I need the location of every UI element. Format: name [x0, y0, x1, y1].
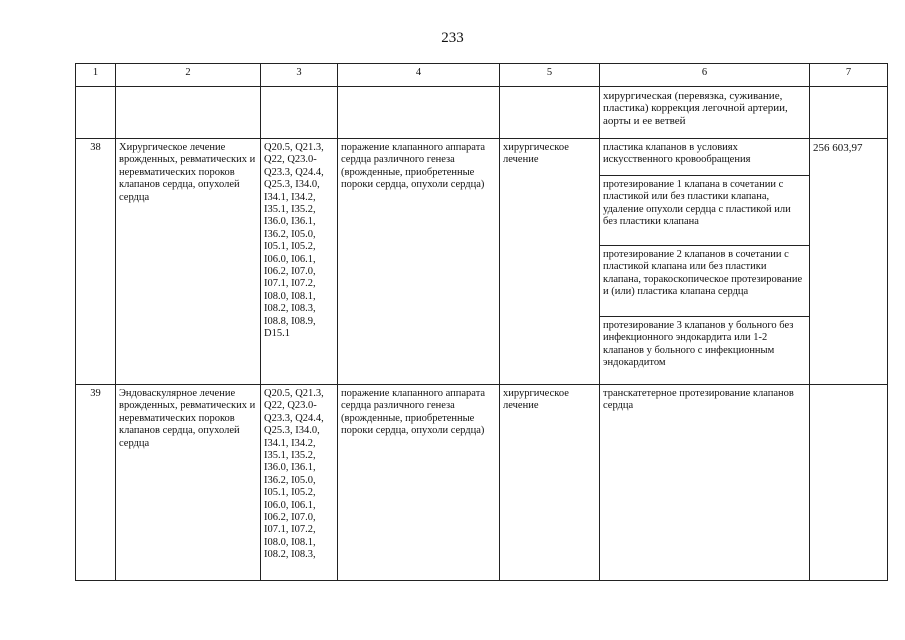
method-item: протезирование 1 клапана в сочетании с пластикой или без пластики клапана, удаление опухоли сердца с пластикой или без пластики клапана: [600, 176, 809, 246]
col-header: 6: [600, 64, 810, 87]
method-item: пластика клапанов в условиях искусственного кровообращения: [600, 139, 809, 176]
col-header: 3: [261, 64, 338, 87]
column-number-row: [76, 64, 888, 87]
patient-model: поражение клапанного аппарата сердца различного генеза (врожденные, приобретенные пороки сердца, опухоли сердца): [338, 385, 500, 581]
col-header: 2: [116, 64, 261, 87]
cost-value: 256 603,97: [810, 139, 888, 385]
row-number: 39: [76, 385, 116, 581]
treatment-type: хирургическое лечение: [500, 139, 600, 385]
treatment-type: хирургическое лечение: [500, 385, 600, 581]
icd-codes: Q20.5, Q21.3, Q22, Q23.0- Q23.3, Q24.4, Q25.3, I34.0, I34.1, I34.2, I35.1, I35.2, I36.0, I36.1, I36.2, I05.0, I05.1, I05.2, I06.0, I06.1, I06.2, I07.0, I07.1, I07.2, I08.0, I08.1, I08.2, I08.3, I08.8, I08.9, D15.1: [261, 139, 338, 385]
cost-value: [810, 385, 888, 581]
method-item: протезирование 2 клапанов в сочетании с пластикой клапана или без пластики клапана, торакоскопическое протезирование и (или) пластика клапана сердца: [600, 246, 809, 317]
col-header: 5: [500, 64, 600, 87]
methods-cell: [600, 139, 810, 385]
method-item: транскатетерное протезирование клапанов сердца: [600, 385, 810, 581]
table-row: [76, 139, 888, 385]
services-table: [75, 63, 888, 581]
continuation-row: [76, 87, 888, 139]
method-cell: хирургическая (перевязка, суживание, пластика) коррекция легочной артерии, аорты и ее ветвей: [600, 87, 810, 139]
row-number: 38: [76, 139, 116, 385]
profile-name: Хирургическое лечение врожденных, ревматических и неревматических пороков клапанов сердца, опухолей сердца: [116, 139, 261, 385]
patient-model: поражение клапанного аппарата сердца различного генеза (врожденные, приобретенные пороки сердца, опухоли сердца): [338, 139, 500, 385]
col-header: 7: [810, 64, 888, 87]
col-header: 1: [76, 64, 116, 87]
profile-name: Эндоваскулярное лечение врожденных, ревматических и неревматических пороков клапанов сердца, опухолей сердца: [116, 385, 261, 581]
page-number: 233: [441, 30, 464, 46]
table-row: [76, 385, 888, 581]
col-header: 4: [338, 64, 500, 87]
method-item: протезирование 3 клапанов у больного без инфекционного эндокардита или 1-2 клапанов у больного с инфекционным эндокардитом: [603, 320, 794, 369]
icd-codes: Q20.5, Q21.3, Q22, Q23.0- Q23.3, Q24.4, Q25.3, I34.0, I34.1, I34.2, I35.1, I35.2, I36.0, I36.1, I36.2, I05.0, I05.1, I05.2, I06.0, I06.1, I06.2, I07.0, I07.1, I07.2, I08.0, I08.1, I08.2, I08.3,: [261, 385, 338, 581]
